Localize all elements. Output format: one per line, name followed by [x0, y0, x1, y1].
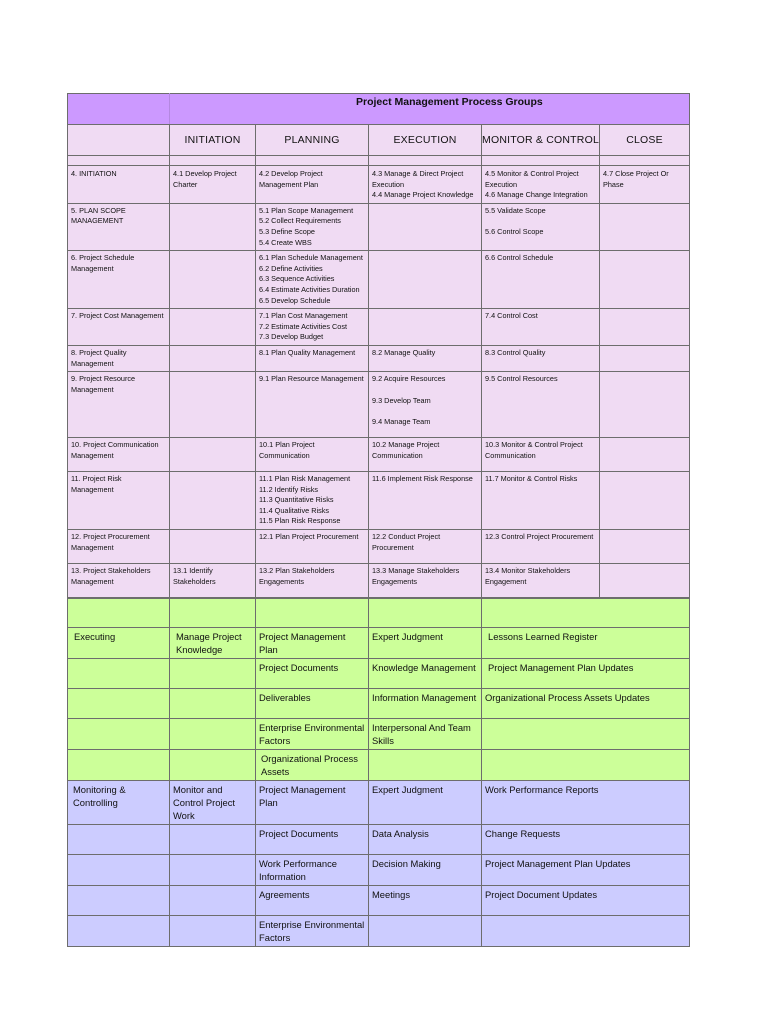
planning-cell: 10.1 Plan Project Communication — [256, 438, 369, 472]
monitor-cell: 10.3 Monitor & Control Project Communication — [482, 438, 600, 472]
initiation-cell: 13.1 Identify Stakeholders — [170, 564, 256, 598]
planning-cell: 13.2 Plan Stakeholders Engagements — [256, 564, 369, 598]
spacer-cell — [600, 156, 690, 166]
close-cell — [600, 564, 690, 598]
execution-cell — [369, 203, 482, 250]
monitor-cell — [482, 166, 600, 204]
process-line: 9.4 Manage Team — [372, 417, 431, 427]
execution-cell: 12.2 Conduct Project Procurement — [369, 530, 482, 564]
initiation-cell — [170, 372, 256, 438]
table-row — [68, 564, 690, 598]
initiation-cell — [170, 438, 256, 472]
table-row — [68, 855, 690, 886]
empty-cell — [256, 599, 369, 628]
table-row — [68, 438, 690, 472]
process-group-cell: Executing — [68, 628, 170, 659]
table-row — [68, 689, 690, 719]
knowledge-area-cell: 13. Project Stakeholders Management — [68, 564, 170, 598]
process-line: 11.2 Identify Risks — [259, 484, 319, 494]
empty-cell — [482, 750, 690, 781]
table-row — [68, 472, 690, 530]
execution-cell — [369, 166, 482, 204]
empty-cell — [170, 825, 256, 855]
knowledge-area-cell: 10. Project Communication Management — [68, 438, 170, 472]
empty-cell — [170, 659, 256, 689]
planning-cell — [256, 309, 369, 346]
close-cell — [600, 251, 690, 309]
empty-cell — [68, 886, 170, 916]
input-cell: Project Documents — [256, 825, 369, 855]
table-row — [68, 530, 690, 564]
knowledge-area-cell: 7. Project Cost Management — [68, 309, 170, 346]
initiation-cell — [170, 309, 256, 346]
tool-cell: Knowledge Management — [369, 659, 482, 689]
knowledge-area-cell: 8. Project Quality Management — [68, 345, 170, 371]
planning-cell — [256, 472, 369, 530]
empty-cell — [170, 886, 256, 916]
monitor-cell: 9.5 Control Resources — [482, 372, 600, 438]
close-cell — [600, 472, 690, 530]
process-line: 11.3 Quantitative Risks — [259, 495, 334, 505]
initiation-cell — [170, 345, 256, 371]
process-line: 6.2 Define Activities — [259, 263, 323, 273]
close-cell — [600, 309, 690, 346]
execution-cell: 10.2 Manage Project Communication — [369, 438, 482, 472]
line-gap — [372, 385, 478, 396]
empty-cell — [68, 689, 170, 719]
process-line: 4.4 Manage Project Knowledge — [372, 190, 474, 200]
execution-cell — [369, 309, 482, 346]
initiation-cell — [170, 251, 256, 309]
monitor-cell: 13.4 Monitor Stakeholders Engagement — [482, 564, 600, 598]
document-title: Project Management Process Groups — [170, 94, 690, 125]
spacer-cell — [369, 156, 482, 166]
process-line: 9.2 Acquire Resources — [372, 374, 446, 384]
empty-cell — [68, 719, 170, 750]
empty-cell — [68, 659, 170, 689]
knowledge-area-cell: 12. Project Procurement Management — [68, 530, 170, 564]
process-line: 4.3 Manage & Direct Project Execution — [372, 169, 466, 189]
empty-cell — [170, 855, 256, 886]
initiation-cell — [170, 203, 256, 250]
table-row — [68, 309, 690, 346]
planning-cell: 12.1 Plan Project Procurement — [256, 530, 369, 564]
table-row — [68, 372, 690, 438]
planning-cell — [256, 251, 369, 309]
table-row — [68, 781, 690, 825]
table-row — [68, 203, 690, 250]
output-cell: Project Document Updates — [482, 886, 690, 916]
empty-cell — [170, 689, 256, 719]
process-line: 7.3 Develop Budget — [259, 332, 324, 342]
planning-cell — [256, 203, 369, 250]
empty-cell — [482, 916, 690, 947]
table-row — [68, 628, 690, 659]
header-row — [68, 125, 690, 156]
execution-cell — [369, 372, 482, 438]
line-gap — [372, 406, 478, 417]
process-line: 9.3 Develop Team — [372, 395, 431, 405]
process-line: 11.4 Qualitative Risks — [259, 505, 330, 515]
process-line: 5.4 Create WBS — [259, 237, 312, 247]
process-line: 5.3 Define Scope — [259, 226, 315, 236]
process-line: 5.2 Collect Requirements — [259, 216, 341, 226]
spacer-row — [68, 156, 690, 166]
input-cell: Enterprise Environmental Factors — [256, 916, 369, 947]
output-cell: Organizational Process Assets Updates — [482, 689, 690, 719]
input-cell: Agreements — [256, 886, 369, 916]
process-cell: Manage Project Knowledge — [170, 628, 256, 659]
empty-cell — [369, 599, 482, 628]
process-groups-document — [67, 93, 689, 947]
monitor-cell: 8.3 Control Quality — [482, 345, 600, 371]
empty-cell — [369, 750, 482, 781]
input-cell: Project Management Plan — [256, 781, 369, 825]
monitor-cell: 12.3 Control Project Procurement — [482, 530, 600, 564]
table-row — [68, 825, 690, 855]
tool-cell: Expert Judgment — [369, 628, 482, 659]
header-knowledge-area — [68, 125, 170, 156]
process-line: 6.1 Plan Schedule Management — [259, 253, 363, 263]
close-cell — [600, 530, 690, 564]
spacer-cell — [170, 156, 256, 166]
close-cell: 4.7 Close Project Or Phase — [600, 166, 690, 204]
process-groups-table — [67, 93, 690, 598]
empty-cell — [68, 750, 170, 781]
initiation-cell — [170, 530, 256, 564]
input-cell: Deliverables — [256, 689, 369, 719]
planning-cell: 8.1 Plan Quality Management — [256, 345, 369, 371]
execution-cell: 8.2 Manage Quality — [369, 345, 482, 371]
table-row — [68, 251, 690, 309]
empty-cell — [170, 599, 256, 628]
initiation-cell: 4.1 Develop Project Charter — [170, 166, 256, 204]
empty-cell — [68, 855, 170, 886]
tool-cell: Interpersonal And Team Skills — [369, 719, 482, 750]
title-spacer-cell — [68, 94, 170, 125]
knowledge-area-cell: 9. Project Resource Management — [68, 372, 170, 438]
empty-cell — [482, 599, 690, 628]
spacer-cell — [68, 156, 170, 166]
itto-table — [67, 598, 690, 947]
tool-cell: Meetings — [369, 886, 482, 916]
knowledge-area-cell: 5. PLAN SCOPE MANAGEMENT — [68, 203, 170, 250]
spacer-cell — [482, 156, 600, 166]
table-row — [68, 916, 690, 947]
knowledge-area-cell: 6. Project Schedule Management — [68, 251, 170, 309]
header-monitor-control: MONITOR & CONTROL — [482, 125, 600, 156]
execution-cell: 11.6 Implement Risk Response — [369, 472, 482, 530]
input-cell: Work Performance Information — [256, 855, 369, 886]
empty-cell — [170, 916, 256, 947]
header-execution: EXECUTION — [369, 125, 482, 156]
process-line: 4.6 Manage Change Integration — [485, 190, 588, 200]
table-row — [68, 719, 690, 750]
knowledge-area-cell: 4. INITIATION — [68, 166, 170, 204]
table-row — [68, 659, 690, 689]
monitor-cell: 11.7 Monitor & Control Risks — [482, 472, 600, 530]
output-cell: Work Performance Reports — [482, 781, 690, 825]
process-line: 11.5 Plan Risk Response — [259, 516, 341, 526]
close-cell — [600, 372, 690, 438]
table-row — [68, 886, 690, 916]
empty-cell — [369, 916, 482, 947]
process-line: 5.6 Control Scope — [485, 227, 544, 237]
tool-cell: Information Management — [369, 689, 482, 719]
process-line: 11.1 Plan Risk Management — [259, 474, 351, 484]
process-line: 6.4 Estimate Activities Duration — [259, 284, 360, 294]
process-group-cell: Monitoring & Controlling — [68, 781, 170, 825]
empty-cell — [68, 599, 170, 628]
close-cell — [600, 438, 690, 472]
planning-cell: 9.1 Plan Resource Management — [256, 372, 369, 438]
header-planning: PLANNING — [256, 125, 369, 156]
header-close: CLOSE — [600, 125, 690, 156]
spacer-cell — [256, 156, 369, 166]
output-cell: Project Management Plan Updates — [482, 855, 690, 886]
table-row — [68, 599, 690, 628]
close-cell — [600, 203, 690, 250]
planning-cell: 4.2 Develop Project Management Plan — [256, 166, 369, 204]
execution-cell: 13.3 Manage Stakeholders Engagements — [369, 564, 482, 598]
initiation-cell — [170, 472, 256, 530]
table-row — [68, 166, 690, 204]
process-line: 7.2 Estimate Activities Cost — [259, 321, 348, 331]
table-row — [68, 345, 690, 371]
output-cell: Lessons Learned Register — [482, 628, 690, 659]
header-initiation: INITIATION — [170, 125, 256, 156]
empty-cell — [170, 750, 256, 781]
empty-cell — [170, 719, 256, 750]
process-line: 6.5 Develop Schedule — [259, 295, 331, 305]
execution-cell — [369, 251, 482, 309]
process-line: 5.1 Plan Scope Management — [259, 205, 354, 215]
table-row — [68, 750, 690, 781]
output-cell: Change Requests — [482, 825, 690, 855]
monitor-cell: 7.4 Control Cost — [482, 309, 600, 346]
input-cell: Enterprise Environmental Factors — [256, 719, 369, 750]
process-line: 4.5 Monitor & Control Project Execution — [485, 169, 581, 189]
tool-cell: Data Analysis — [369, 825, 482, 855]
monitor-cell — [482, 203, 600, 250]
input-cell: Project Management Plan — [256, 628, 369, 659]
input-cell: Project Documents — [256, 659, 369, 689]
title-row — [68, 94, 690, 125]
process-line: 7.1 Plan Cost Management — [259, 311, 348, 321]
line-gap — [485, 216, 596, 227]
process-cell: Monitor and Control Project Work — [170, 781, 256, 825]
process-line: 6.3 Sequence Activities — [259, 274, 335, 284]
process-line: 5.5 Validate Scope — [485, 205, 546, 215]
tool-cell: Expert Judgment — [369, 781, 482, 825]
tool-cell: Decision Making — [369, 855, 482, 886]
empty-cell — [482, 719, 690, 750]
monitor-cell: 6.6 Control Schedule — [482, 251, 600, 309]
empty-cell — [68, 916, 170, 947]
output-cell: Project Management Plan Updates — [482, 659, 690, 689]
input-cell: Organizational Process Assets — [256, 750, 369, 781]
knowledge-area-cell: 11. Project Risk Management — [68, 472, 170, 530]
empty-cell — [68, 825, 170, 855]
close-cell — [600, 345, 690, 371]
